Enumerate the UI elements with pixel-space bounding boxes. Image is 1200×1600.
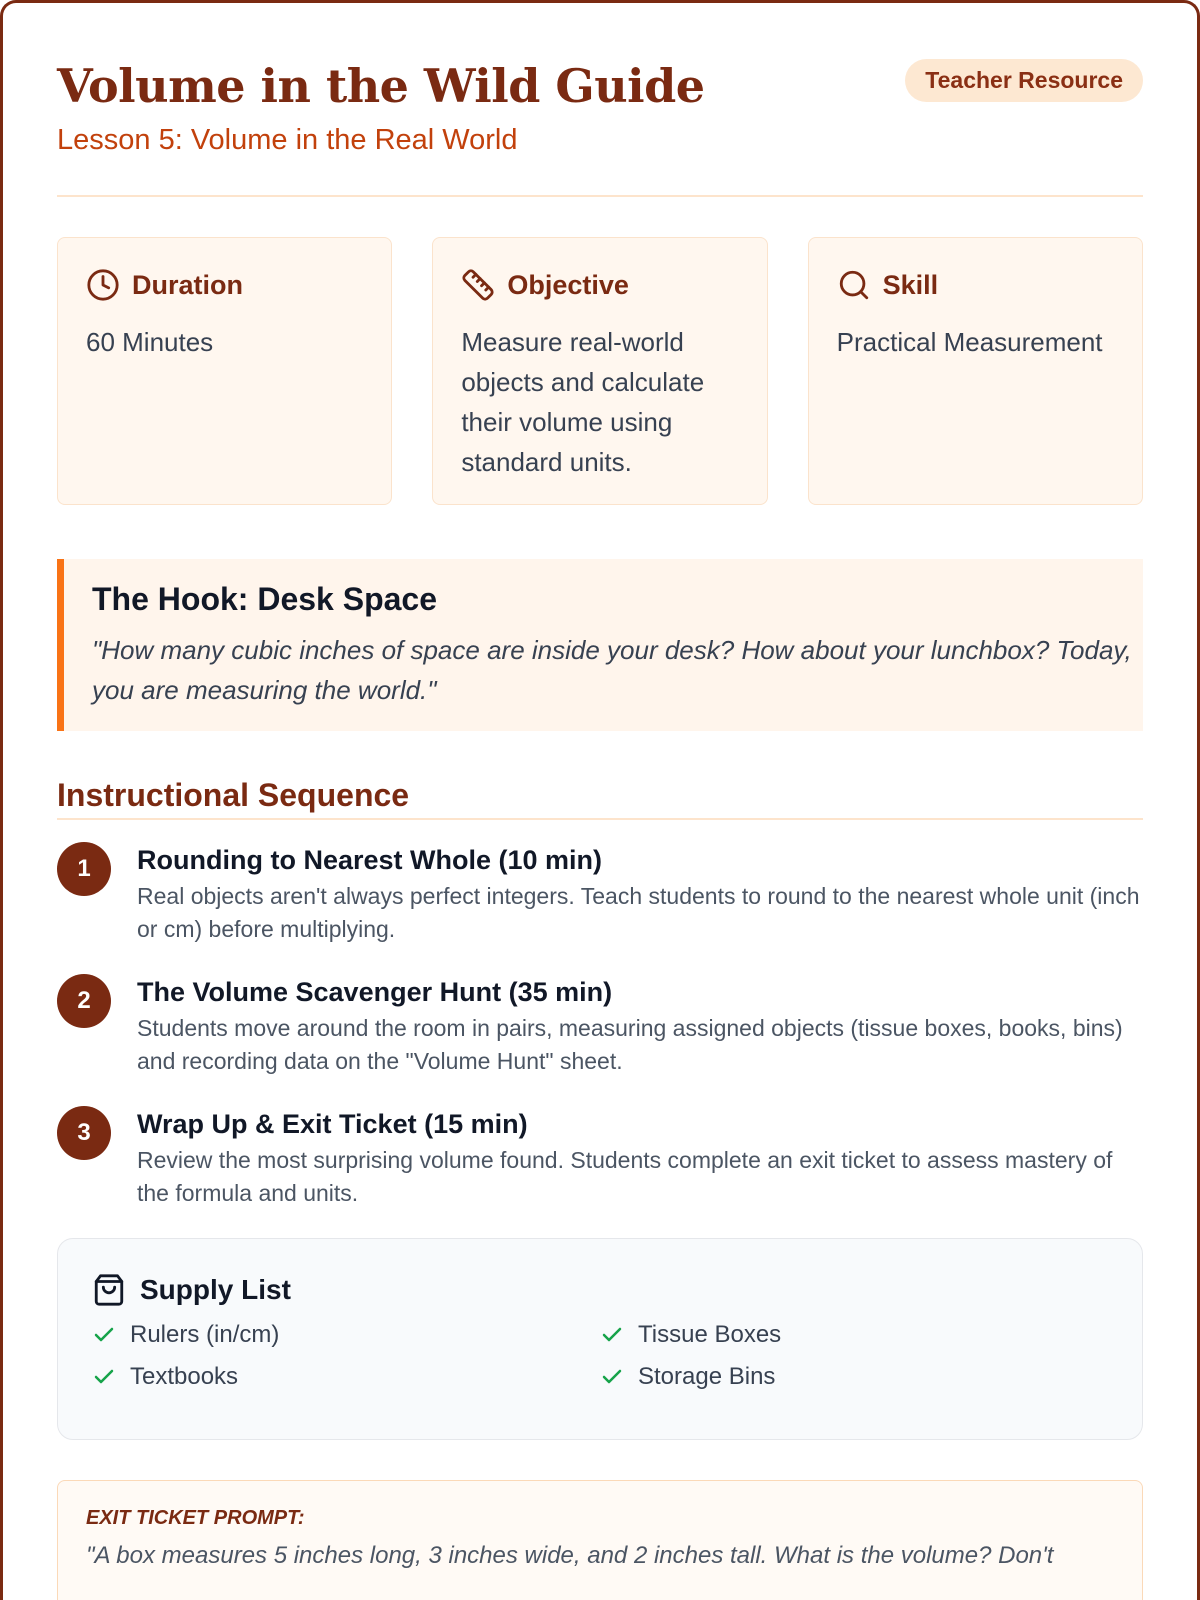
clock-icon [86,268,120,302]
search-icon [837,268,871,302]
teacher-resource-badge: Teacher Resource [905,59,1143,102]
supply-item-label: Storage Bins [638,1363,776,1390]
supply-list-header [92,1273,1108,1307]
duration-card [57,237,392,505]
check-icon [600,1365,624,1389]
step-title: Rounding to Nearest Whole (10 min) [137,845,603,875]
step-title: The Volume Scavenger Hunt (35 min) [137,977,613,1007]
step-number-badge: 1 [57,842,111,896]
info-cards [57,237,1143,505]
card-header [461,268,738,302]
sequence-step [57,974,1143,1078]
objective-card [432,237,767,505]
supply-list-title: Supply List [140,1274,291,1305]
step-description: Students move around the room in pairs, measuring assigned objects (tissue boxes, books, bins) and recording data on the "Volume Hunt" sheet. [137,1015,1123,1074]
supply-item [92,1321,600,1349]
step-number-badge: 3 [57,1106,111,1160]
check-icon [92,1323,116,1347]
supply-item-label: Tissue Boxes [638,1321,782,1348]
card-header [86,268,363,302]
exit-ticket-label: EXIT TICKET PROMPT: [86,1507,305,1529]
hook-callout [57,559,1143,731]
instructional-sequence-heading: Instructional Sequence [57,777,1143,820]
lesson-subtitle: Lesson 5: Volume in the Real World [57,123,518,156]
card-title: Duration [132,269,243,300]
supply-list-panel [57,1238,1143,1440]
check-icon [600,1323,624,1347]
sequence-step [57,842,1143,946]
supply-item [600,1363,1108,1391]
ruler-icon [461,268,495,302]
page-header [57,3,1143,197]
step-title: Wrap Up & Exit Ticket (15 min) [137,1109,528,1139]
exit-ticket-box [57,1480,1143,1600]
card-body: Measure real-world objects and calculate their volume using standard units. [461,327,705,477]
card-title: Objective [507,269,629,300]
card-header [837,268,1114,302]
page-title: Volume in the Wild Guide [57,59,705,113]
card-title: Skill [882,269,939,300]
step-number-badge: 2 [57,974,111,1028]
supply-item [600,1321,1108,1349]
supply-items [92,1321,1108,1391]
card-body: Practical Measurement [836,327,1103,357]
check-icon [92,1365,116,1389]
shopping-bag-icon [92,1273,126,1307]
hook-title: The Hook: Desk Space [92,581,437,617]
supply-item [92,1363,600,1391]
hook-quote: "How many cubic inches of space are inside your desk? How about your lunchbox? Today, you are measuring the world." [92,635,1132,705]
step-description: Review the most surprising volume found. Students complete an exit ticket to assess mastery of the formula and units. [137,1147,1113,1206]
exit-ticket-prompt: "A box measures 5 inches long, 3 inches wide, and 2 inches tall. What is the volume? Don't [86,1542,1054,1569]
step-description: Real objects aren't always perfect integers. Teach students to round to the nearest whole unit (inch or cm) before multiplying. [137,883,1140,942]
sequence-step [57,1106,1143,1210]
instructional-steps [57,842,1143,1210]
skill-card [808,237,1143,505]
supply-item-label: Rulers (in/cm) [130,1321,280,1348]
card-body: 60 Minutes [86,327,214,357]
supply-item-label: Textbooks [130,1363,239,1390]
